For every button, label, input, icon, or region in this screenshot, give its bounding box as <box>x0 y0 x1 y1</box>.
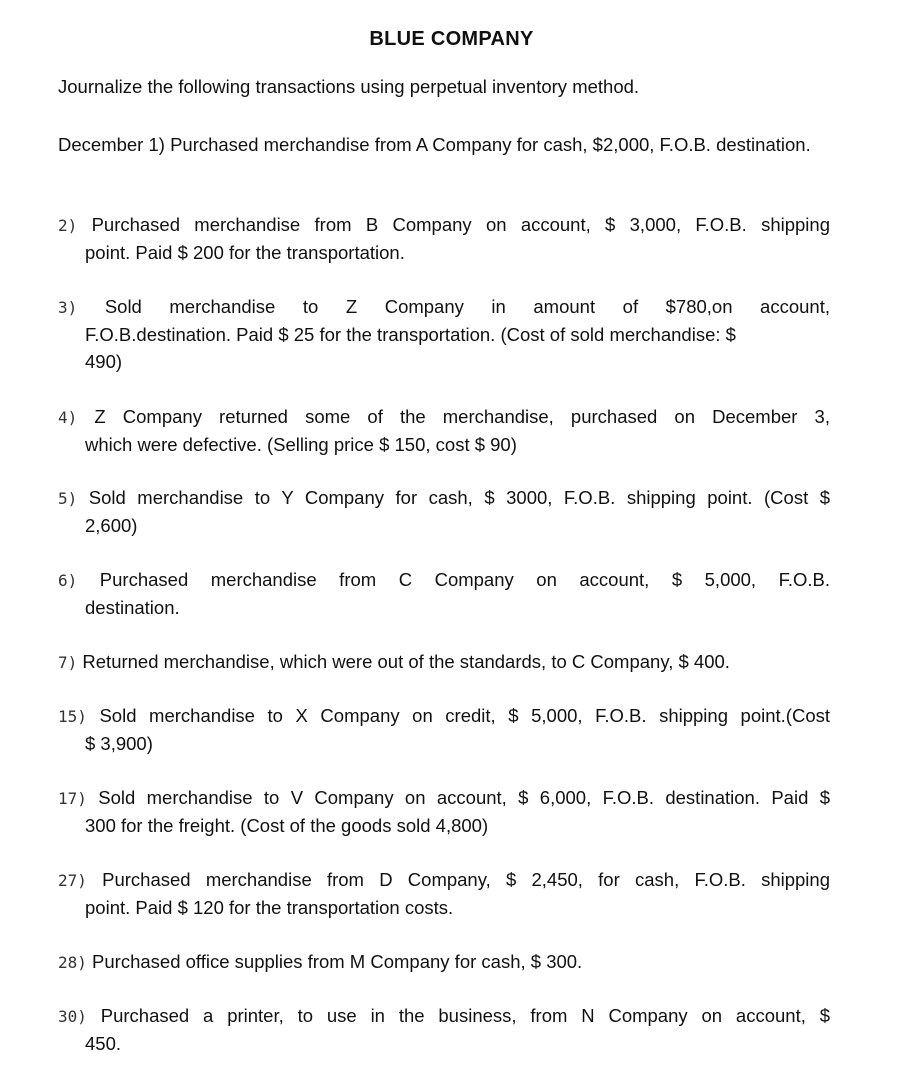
transaction-continuation-line: which were defective. (Selling price $ 150, cost $ 90) <box>85 434 517 455</box>
transaction-entry-first-line <box>58 702 830 730</box>
transaction-continuation-line: 450. <box>85 1033 122 1054</box>
transaction-entry <box>58 211 830 266</box>
transaction-continuation-line: $ 3,900) <box>85 733 153 754</box>
transaction-text: Sold merchandise to Z Company in amount of $780,on account, <box>77 296 830 317</box>
transaction-entry-first-line <box>58 211 830 239</box>
transaction-continuation-line: 490) <box>85 351 123 372</box>
transaction-number: 5) <box>58 489 78 508</box>
transaction-entry-first-line <box>58 566 830 594</box>
instructions-text: Journalize the following transactions using perpetual inventory method. <box>58 76 640 97</box>
transaction-continuation-line: point. Paid $ 120 for the transportation costs. <box>85 897 454 918</box>
transaction-entry-first-line <box>58 403 830 431</box>
transaction-text: Purchased office supplies from M Company for cash, $ 300. <box>86 951 583 972</box>
transaction-dec-1-line2: destination. <box>716 134 811 155</box>
transaction-number: 4) <box>58 408 78 427</box>
transaction-continuation-line: 300 for the freight. (Cost of the goods sold 4,800) <box>85 815 489 836</box>
transaction-continuation-line: point. Paid $ 200 for the transportation. <box>85 242 405 263</box>
transaction-entry <box>58 948 830 976</box>
transaction-number: 3) <box>58 298 78 317</box>
transaction-number: 17) <box>58 789 87 808</box>
transaction-number: 2) <box>58 216 78 235</box>
transaction-continuation-line: 2,600) <box>85 515 138 536</box>
transaction-entry-first-line <box>58 1002 830 1030</box>
transaction-entry <box>58 293 830 375</box>
transaction-continuation-line: F.O.B.destination. Paid $ 25 for the transportation. (Cost of sold merchandise: $ <box>85 324 736 345</box>
transaction-entry <box>58 648 830 676</box>
transaction-dec-1 <box>58 131 818 158</box>
transaction-text: Purchased merchandise from C Company on account, $ 5,000, F.O.B. <box>77 569 830 590</box>
transaction-entry <box>58 1002 830 1057</box>
transaction-entry-first-line <box>58 948 830 976</box>
transaction-text: Purchased a printer, to use in the business, from N Company on account, $ <box>86 1005 830 1026</box>
transaction-number: 27) <box>58 871 87 890</box>
transaction-entry <box>58 784 830 839</box>
transaction-dec-1-line1: December 1) Purchased merchandise from A Company for cash, $2,000, F.O.B. <box>58 134 711 155</box>
transaction-entry-first-line <box>58 484 830 512</box>
transaction-number: 15) <box>58 707 87 726</box>
transaction-entry-first-line <box>58 784 830 812</box>
transaction-entry-first-line <box>58 293 830 321</box>
transaction-text: Sold merchandise to Y Company for cash, $ 3000, F.O.B. shipping point. (Cost $ <box>77 487 830 508</box>
transaction-number: 28) <box>58 953 87 972</box>
transaction-number: 7) <box>58 653 78 672</box>
transaction-entry <box>58 566 830 621</box>
transaction-entry <box>58 403 830 458</box>
transaction-entry <box>58 702 830 757</box>
transaction-text: Purchased merchandise from D Company, $ 2,450, for cash, F.O.B. shipping <box>86 869 830 890</box>
transaction-number: 30) <box>58 1007 87 1026</box>
transaction-entry <box>58 866 830 921</box>
page-title: BLUE COMPANY <box>369 28 534 50</box>
transaction-entry-first-line <box>58 866 830 894</box>
transaction-continuation-line: destination. <box>85 597 180 618</box>
transaction-text: Sold merchandise to V Company on account, $ 6,000, F.O.B. destination. Paid $ <box>86 787 830 808</box>
transaction-text: Purchased merchandise from B Company on account, $ 3,000, F.O.B. shipping <box>77 214 830 235</box>
transaction-entry-first-line <box>58 648 830 676</box>
transaction-number: 6) <box>58 571 78 590</box>
transaction-text: Z Company returned some of the merchandise, purchased on December 3, <box>77 406 830 427</box>
transaction-text: Returned merchandise, which were out of the standards, to C Company, $ 400. <box>77 651 730 672</box>
transaction-text: Sold merchandise to X Company on credit, $ 5,000, F.O.B. shipping point.(Cost <box>86 705 830 726</box>
transaction-entry <box>58 484 830 539</box>
